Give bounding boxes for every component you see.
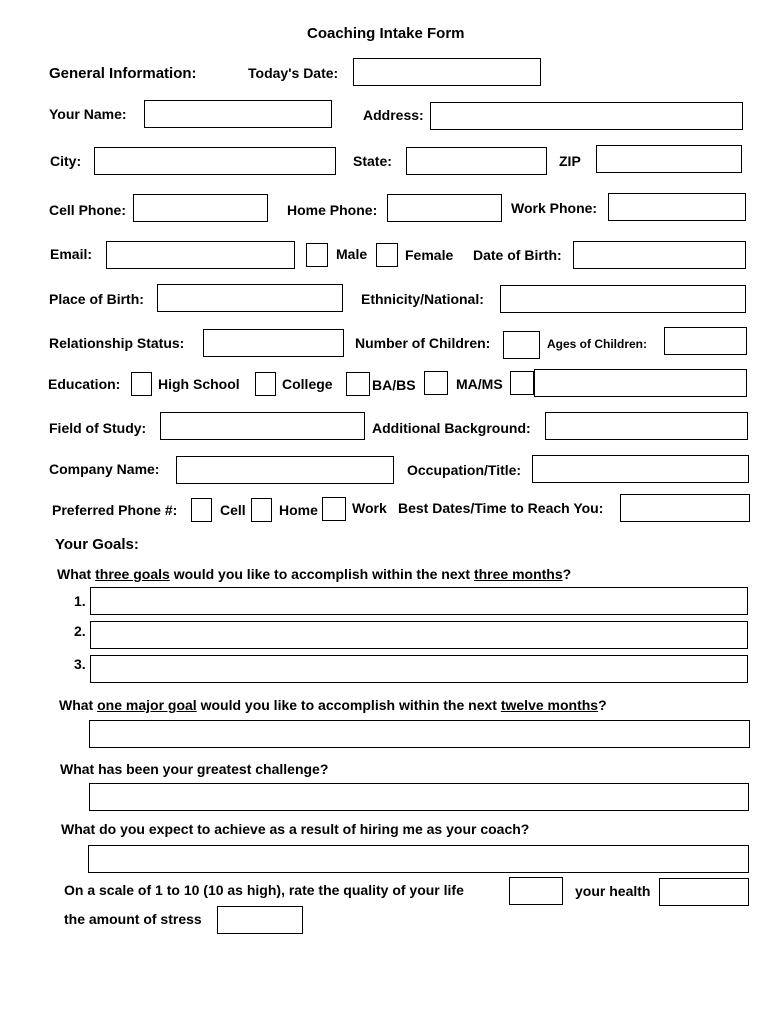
- goal-1-field[interactable]: [90, 587, 748, 615]
- question-text: What: [57, 566, 92, 582]
- home-phone-field[interactable]: [387, 194, 502, 222]
- city-label: City:: [50, 153, 82, 169]
- your-name-label: Your Name:: [49, 106, 127, 122]
- greatest-challenge-field[interactable]: [89, 783, 749, 811]
- question-emphasis: three months: [473, 566, 563, 582]
- ma-ms-label: MA/MS: [456, 376, 503, 392]
- additional-background-label: Additional Background:: [372, 420, 531, 436]
- coaching-expectation-field[interactable]: [88, 845, 749, 873]
- occupation-field[interactable]: [532, 455, 749, 483]
- twelve-month-goal-field[interactable]: [89, 720, 750, 748]
- zip-label: ZIP: [559, 153, 581, 169]
- greatest-challenge-question: What has been your greatest challenge?: [60, 761, 329, 777]
- best-time-label: Best Dates/Time to Reach You:: [398, 500, 604, 516]
- goal-2-field[interactable]: [90, 621, 748, 649]
- state-label: State:: [353, 153, 392, 169]
- question-text: ?: [562, 566, 572, 582]
- cell-phone-label: Cell Phone:: [49, 202, 127, 218]
- question-text: ?: [598, 697, 607, 713]
- preferred-cell-label: Cell: [220, 502, 246, 518]
- ba-bs-checkbox[interactable]: [346, 372, 370, 396]
- general-information-heading: General Information:: [49, 65, 197, 82]
- question-emphasis: twelve months: [500, 697, 599, 713]
- preferred-phone-label: Preferred Phone #:: [52, 502, 178, 518]
- goal-number-3: 3.: [74, 656, 86, 672]
- additional-background-field[interactable]: [545, 412, 748, 440]
- home-phone-label: Home Phone:: [287, 202, 378, 218]
- health-field[interactable]: [659, 878, 749, 906]
- state-field[interactable]: [406, 147, 547, 175]
- three-month-goals-question: [57, 566, 571, 582]
- preferred-work-label: Work: [352, 500, 387, 516]
- page-title: Coaching Intake Form: [307, 25, 465, 42]
- ma-ms-checkbox[interactable]: [424, 371, 448, 395]
- cell-phone-field[interactable]: [133, 194, 268, 222]
- twelve-month-goal-question: [59, 697, 607, 713]
- ba-bs-label: BA/BS: [372, 377, 416, 393]
- work-phone-label: Work Phone:: [511, 200, 598, 216]
- male-checkbox[interactable]: [306, 243, 328, 267]
- your-goals-heading: Your Goals:: [55, 536, 139, 553]
- date-of-birth-field[interactable]: [573, 241, 746, 269]
- work-phone-field[interactable]: [608, 193, 746, 221]
- preferred-cell-checkbox[interactable]: [191, 498, 212, 522]
- goal-3-field[interactable]: [90, 655, 748, 683]
- goal-number-2: 2.: [74, 623, 86, 639]
- college-checkbox[interactable]: [255, 372, 276, 396]
- quality-of-life-label: On a scale of 1 to 10 (10 as high), rate the quality of your life: [64, 882, 464, 898]
- question-emphasis: three goals: [95, 566, 170, 582]
- other-degree-checkbox[interactable]: [510, 371, 534, 395]
- question-text: would you like to accomplish within the next: [173, 566, 471, 582]
- number-of-children-label: Number of Children:: [355, 335, 491, 351]
- todays-date-label: Today's Date:: [248, 65, 339, 81]
- company-name-label: Company Name:: [49, 461, 160, 477]
- company-name-field[interactable]: [176, 456, 394, 484]
- female-checkbox[interactable]: [376, 243, 398, 267]
- your-name-field[interactable]: [144, 100, 332, 128]
- ethnicity-field[interactable]: [500, 285, 746, 313]
- address-label: Address:: [363, 107, 424, 123]
- preferred-work-checkbox[interactable]: [322, 497, 346, 521]
- place-of-birth-label: Place of Birth:: [49, 291, 144, 307]
- field-of-study-field[interactable]: [160, 412, 365, 440]
- ages-of-children-field[interactable]: [664, 327, 747, 355]
- high-school-checkbox[interactable]: [131, 372, 152, 396]
- field-of-study-label: Field of Study:: [49, 420, 147, 436]
- ethnicity-label: Ethnicity/National:: [361, 291, 484, 307]
- question-emphasis: one major goal: [97, 697, 197, 713]
- stress-label: the amount of stress: [64, 911, 202, 927]
- question-text: What: [59, 697, 94, 713]
- college-label: College: [282, 376, 333, 392]
- zip-field[interactable]: [596, 145, 742, 173]
- relationship-status-field[interactable]: [203, 329, 344, 357]
- best-time-field[interactable]: [620, 494, 750, 522]
- number-of-children-field[interactable]: [503, 331, 540, 359]
- occupation-label: Occupation/Title:: [407, 462, 522, 478]
- goal-number-1: 1.: [74, 593, 86, 609]
- relationship-status-label: Relationship Status:: [49, 335, 185, 351]
- date-of-birth-label: Date of Birth:: [473, 247, 562, 263]
- todays-date-field[interactable]: [353, 58, 541, 86]
- place-of-birth-field[interactable]: [157, 284, 343, 312]
- male-label: Male: [336, 246, 368, 262]
- coaching-expectation-question: What do you expect to achieve as a result of hiring me as your coach?: [61, 821, 530, 837]
- health-label: your health: [575, 883, 651, 899]
- ages-of-children-label: Ages of Children:: [547, 337, 648, 351]
- stress-field[interactable]: [217, 906, 303, 934]
- preferred-home-checkbox[interactable]: [251, 498, 272, 522]
- city-field[interactable]: [94, 147, 336, 175]
- email-label: Email:: [50, 246, 93, 262]
- preferred-home-label: Home: [279, 502, 318, 518]
- address-field[interactable]: [430, 102, 743, 130]
- education-label: Education:: [48, 376, 121, 392]
- female-label: Female: [405, 247, 454, 263]
- high-school-label: High School: [158, 376, 240, 392]
- other-degree-field[interactable]: [534, 369, 747, 397]
- email-field[interactable]: [106, 241, 295, 269]
- quality-of-life-field[interactable]: [509, 877, 563, 905]
- question-text: would you like to accomplish within the next: [200, 697, 497, 713]
